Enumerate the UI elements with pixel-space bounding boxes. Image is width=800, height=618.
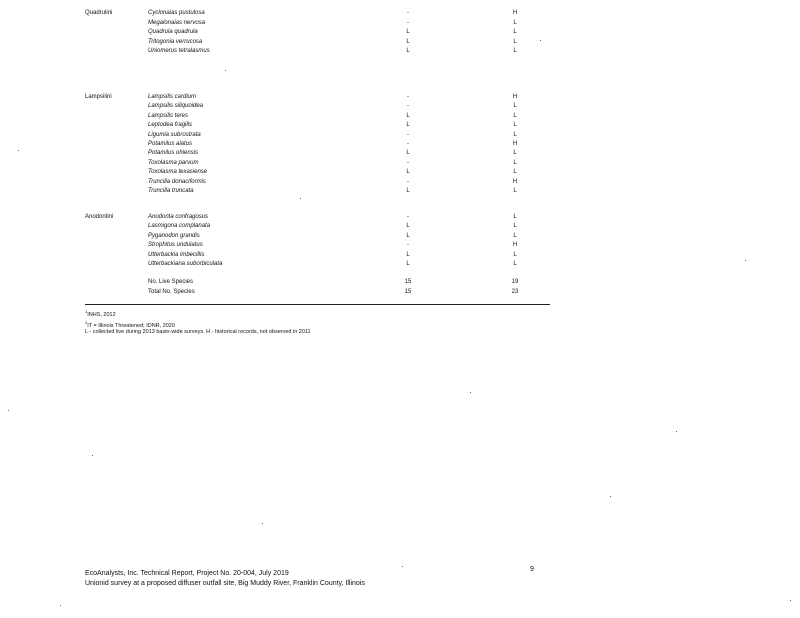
status-col2: L [513, 150, 517, 157]
totals-row-total [85, 288, 555, 297]
scan-speck [60, 605, 61, 606]
species-name: Ligumia subrostrata [148, 131, 201, 138]
tribe-label: Quadrulini [85, 10, 113, 16]
scan-speck [676, 431, 677, 432]
species-name: Strophitus undulatus [148, 242, 203, 249]
status-col2: L [513, 214, 517, 220]
status-col2: L [513, 103, 517, 110]
scan-speck [225, 70, 226, 71]
status-col2: L [513, 232, 517, 239]
scan-speck [18, 150, 19, 151]
status-col1: - [407, 19, 409, 26]
legend-footnote: L - collected live during 2013 basin-wide surveys. H - historical records, not observed in 2011 [85, 329, 311, 335]
status-col1: L [406, 261, 410, 267]
status-col1: L [406, 232, 410, 239]
status-col2: L [513, 223, 517, 230]
footnote-1 [85, 308, 116, 319]
table-row [85, 260, 555, 269]
table-row [85, 47, 555, 56]
status-col2: H [512, 178, 518, 185]
footnote-2-marker: 2 [85, 320, 88, 325]
scan-speck [610, 496, 611, 497]
table-row [85, 187, 555, 196]
page-number: 9 [530, 566, 534, 573]
status-col1: - [407, 141, 409, 147]
footnote-2-text: IT = Illinois Threatened; IDNR, 2020 [87, 322, 175, 329]
tribe-label: Anodontini [85, 214, 114, 220]
totals-col2: 23 [511, 288, 519, 295]
status-col1: L [406, 48, 410, 54]
totals-col1: 15 [404, 279, 412, 285]
scan-speck [402, 566, 403, 567]
species-name: Truncilla donaciformis [148, 178, 206, 185]
status-col1: - [407, 94, 409, 100]
table-bottom-rule [85, 304, 550, 305]
status-col2: L [513, 159, 517, 166]
totals-label: Total No. Species [148, 288, 195, 295]
status-col1: - [407, 214, 409, 220]
status-col2: L [513, 131, 517, 138]
footnote-1-marker: 1 [85, 309, 88, 314]
status-col2: L [513, 19, 517, 26]
totals-col2: 19 [511, 279, 519, 285]
status-col2: L [513, 251, 517, 258]
species-name: Truncilla truncata [148, 188, 194, 194]
table-row [85, 213, 555, 222]
species-name: Potamilus ohiensis [148, 150, 199, 157]
status-col1: L [406, 251, 410, 258]
species-name: Tritogonia verrucosa [148, 38, 203, 45]
scan-speck [470, 392, 471, 393]
status-col2: L [513, 112, 517, 119]
scan-speck [745, 260, 746, 261]
species-name: Utterbackiana suborbiculata [148, 261, 223, 267]
status-col1: L [406, 29, 410, 35]
species-name: Lampsilis cardium [148, 94, 197, 100]
species-name: Lampsilis siliquoidea [148, 103, 204, 110]
scan-speck [790, 600, 791, 601]
status-col2: L [513, 29, 517, 35]
table-row [85, 19, 555, 28]
status-col2: H [512, 141, 518, 147]
status-col1: L [406, 223, 410, 230]
status-col2: L [513, 188, 517, 194]
table-row [85, 28, 555, 37]
footer-title-line: Unionid survey at a proposed diffuser outfall site, Big Muddy River, Franklin County, Illinois [85, 580, 365, 587]
species-name: Potamilus alatus [148, 141, 193, 147]
species-name: Pyganodon grandis [148, 232, 200, 239]
table-row [85, 93, 555, 102]
scan-speck [540, 40, 541, 41]
status-col1: L [406, 122, 410, 129]
species-name: Uniomerus tetralasmus [148, 48, 210, 54]
species-name: Quadrula quadrula [148, 29, 198, 35]
status-col2: H [512, 94, 518, 100]
species-name: Lampsilis teres [148, 112, 189, 119]
status-col1: L [406, 150, 410, 157]
status-col1: L [406, 188, 410, 194]
table-row [85, 131, 555, 140]
status-col2: L [513, 261, 517, 267]
scan-speck [300, 198, 301, 199]
species-name: Megalonaias nervosa [148, 19, 206, 26]
table-row [85, 9, 555, 18]
status-col1: - [407, 178, 409, 185]
status-col1: L [406, 169, 410, 176]
table-row [85, 168, 555, 177]
status-col1: - [407, 131, 409, 138]
status-col1: - [407, 103, 409, 110]
scan-speck [262, 523, 263, 524]
status-col2: L [513, 122, 517, 129]
status-col1: - [407, 10, 409, 16]
status-col2: H [512, 242, 518, 249]
scan-speck [92, 455, 93, 456]
species-name: Leptodea fragilis [148, 122, 193, 129]
status-col1: - [407, 159, 409, 166]
table-row [85, 149, 555, 158]
scan-speck [8, 410, 9, 411]
species-name: Utterbackia imbecillis [148, 251, 205, 258]
footnote-1-text: INHS, 2012 [87, 311, 116, 318]
status-col2: L [513, 48, 517, 54]
table-row [85, 159, 555, 168]
table-row [85, 251, 555, 260]
table-row [85, 232, 555, 241]
tribe-label: Lampsilini [85, 94, 112, 100]
species-name: Lasmigona complanata [148, 223, 211, 230]
status-col2: L [513, 38, 517, 45]
species-name: Toxolasma texasiense [148, 169, 208, 176]
footer-report-line: EcoAnalysts, Inc. Technical Report, Project No. 20-004, July 2019 [85, 570, 289, 577]
table-row [85, 121, 555, 130]
status-col2: L [513, 169, 517, 176]
totals-col1: 15 [404, 288, 412, 295]
totals-label: No. Live Species [148, 279, 194, 285]
table-row [85, 178, 555, 187]
status-col1: L [406, 112, 410, 119]
species-name: Cyclonaias pustulosa [148, 10, 205, 16]
table-row [85, 222, 555, 231]
status-col2: H [512, 10, 518, 16]
species-name: Toxolasma parvum [148, 159, 199, 166]
totals-row-live [85, 278, 555, 287]
status-col1: L [406, 38, 410, 45]
table-row [85, 38, 555, 47]
table-row [85, 140, 555, 149]
status-col1: - [407, 242, 409, 249]
table-row [85, 112, 555, 121]
table-row [85, 241, 555, 250]
species-name: Anodonta confragosus [148, 214, 209, 220]
table-row [85, 102, 555, 111]
